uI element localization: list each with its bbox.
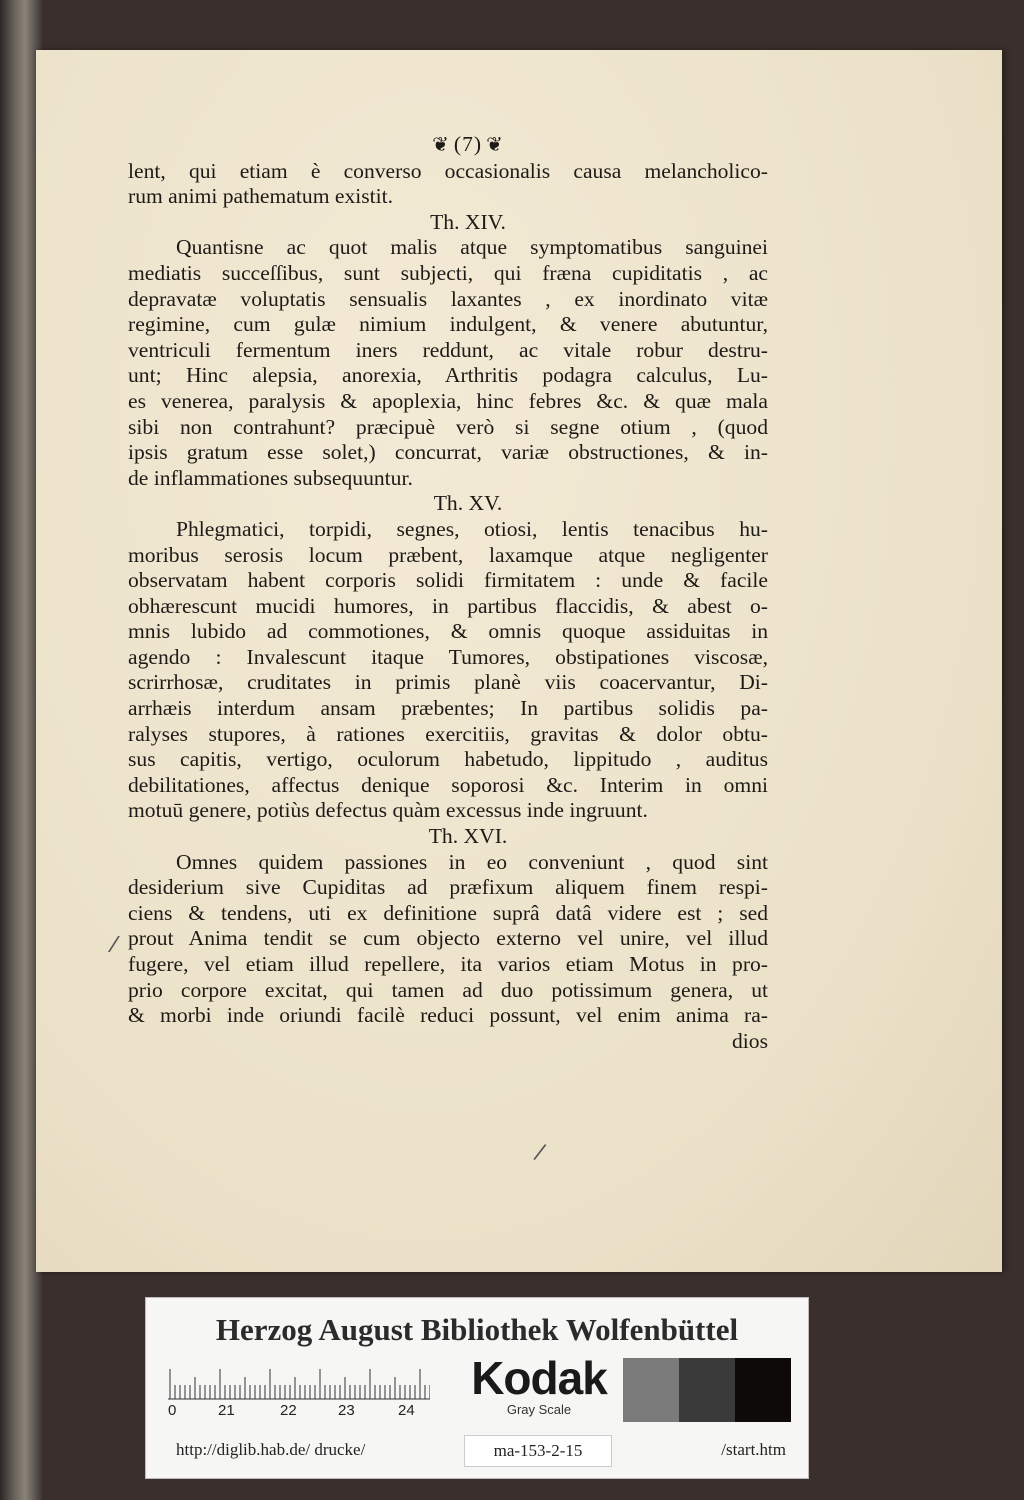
- text-line: ralyses stupores, à rationes exercitiis, gravitas & dolor obtu-: [128, 721, 768, 746]
- ruler-label: 22: [280, 1402, 297, 1419]
- ruler-label: 24: [398, 1402, 415, 1419]
- paragraph-xiv: [128, 235, 768, 491]
- kodak-logo: [458, 1354, 620, 1420]
- text-line: motuū genere, potiùs defectus quàm excessus inde ingruunt.: [128, 798, 648, 823]
- page-text: [128, 132, 768, 1054]
- text-line: observatam habent corporis solidi firmitatem : unde & facile: [128, 568, 768, 593]
- text-line: sus capitis, vertigo, oculorum habetudo, lippitudo , auditus: [128, 747, 768, 772]
- paragraph-intro: [128, 159, 768, 210]
- text-line: Phlegmatici, torpidi, segnes, otiosi, lentis tenacibus hu-: [176, 516, 768, 541]
- card-start: /start.htm: [721, 1440, 786, 1459]
- heading-xiv: Th. XIV.: [430, 209, 506, 234]
- book-page: [36, 50, 1002, 1272]
- text-line: sibi non contrahunt? præcipuè verò si segne otium , (quod: [128, 414, 768, 439]
- text-line: scrirrhosæ, cruditates in primis planè viis coacervantur, Di-: [128, 670, 768, 695]
- text-line: prout Anima tendit se cum objecto externo vel unire, vel illud: [128, 926, 768, 951]
- text-line: obhærescunt mucidi humores, in partibus flaccidis, & abest o-: [128, 593, 768, 618]
- text-line: ventriculi fermentum iners reddunt, ac vitale robur destru-: [128, 337, 768, 362]
- text-line: ciens & tendens, uti ex definitione suprâ datâ videre est ; sed: [128, 900, 768, 925]
- ornament-right-icon: ❦: [486, 134, 504, 156]
- text-line: Omnes quidem passiones in eo conveniunt , quod sint: [176, 849, 768, 874]
- text-line: es venerea, paralysis & apoplexia, hinc febres &c. & quæ mala: [128, 388, 768, 413]
- ruler-labels: [168, 1402, 448, 1422]
- text-line: unt; Hinc alepsia, anorexia, Arthritis podagra calculus, Lu-: [128, 363, 768, 388]
- pencil-mark-icon: /: [106, 931, 121, 958]
- page-number: (7): [453, 132, 483, 156]
- gray-patch: [735, 1358, 791, 1422]
- paragraph-xv: [128, 517, 768, 824]
- paragraph-xvi: [128, 850, 768, 1029]
- catchword: dios: [732, 1028, 768, 1053]
- heading-xv: Th. XV.: [433, 491, 503, 516]
- card-title: Herzog August Bibliothek Wolfenbüttel: [215, 1312, 739, 1347]
- gray-patch: [623, 1358, 679, 1422]
- text-line: & morbi inde oriundi facilè reduci possunt, vel enim anima ra-: [128, 1003, 768, 1028]
- ruler-label: 0: [168, 1402, 177, 1419]
- ruler-icon: [168, 1358, 430, 1400]
- text-line: ipsis gratum esse solet,) concurrat, variæ obstructiones, & in-: [128, 440, 768, 465]
- page-header: [168, 132, 768, 159]
- heading-xvi: Th. XVI.: [428, 824, 508, 849]
- gray-scale-patches: [623, 1358, 791, 1422]
- text-line: regimine, cum gulæ nimium indulgent, & venere abutuntur,: [128, 312, 768, 337]
- text-line: de inflammationes subsequuntur.: [128, 465, 413, 490]
- text-line: fugere, vel etiam illud repellere, ita varios etiam Motus in pro-: [128, 952, 768, 976]
- text-line: mnis lubido ad commotiones, & omnis quoque assiduitas in: [128, 619, 768, 644]
- gray-scale-label: Gray Scale: [506, 1402, 572, 1417]
- text-line: depravatæ voluptatis sensualis laxantes , ex inordinato vitæ: [128, 286, 768, 311]
- text-line: agendo : Invalescunt itaque Tumores, obstipationes viscosæ,: [128, 644, 768, 669]
- text-line: prio corpore excitat, qui tamen ad duo potissimum genera, ut: [128, 977, 768, 1002]
- text-line: desiderium sive Cupiditas ad præfixum aliquem finem respi-: [128, 875, 768, 900]
- card-shelfmark: ma-153-2-15: [464, 1435, 612, 1467]
- card-url: http://diglib.hab.de/ drucke/: [176, 1440, 366, 1459]
- text-line: mediatis succeſſibus, sunt subjecti, qui fræna cupiditatis , ac: [128, 260, 768, 285]
- text-line: Quantisne ac quot malis atque symptomatibus sanguinei: [176, 235, 768, 260]
- kodak-wordmark: Kodak: [471, 1352, 607, 1404]
- gray-patch: [679, 1358, 735, 1422]
- target-card: [145, 1297, 809, 1479]
- text-line: rum animi pathematum existit.: [128, 184, 394, 209]
- text-line: moribus serosis locum præbent, laxamque atque negligenter: [128, 542, 768, 567]
- pencil-mark-icon: /: [531, 1139, 548, 1166]
- ruler-label: 21: [218, 1402, 235, 1419]
- text-line: debilitationes, affectus denique soporosi &c. Interim in omni: [128, 772, 768, 797]
- text-line: arrhæis interdum ansam præbentes; In partibus solidis pa-: [128, 696, 768, 721]
- text-line: lent, qui etiam è converso occasionalis causa melancholico-: [128, 158, 768, 183]
- ornament-left-icon: ❦: [432, 134, 450, 156]
- ruler-label: 23: [338, 1402, 355, 1419]
